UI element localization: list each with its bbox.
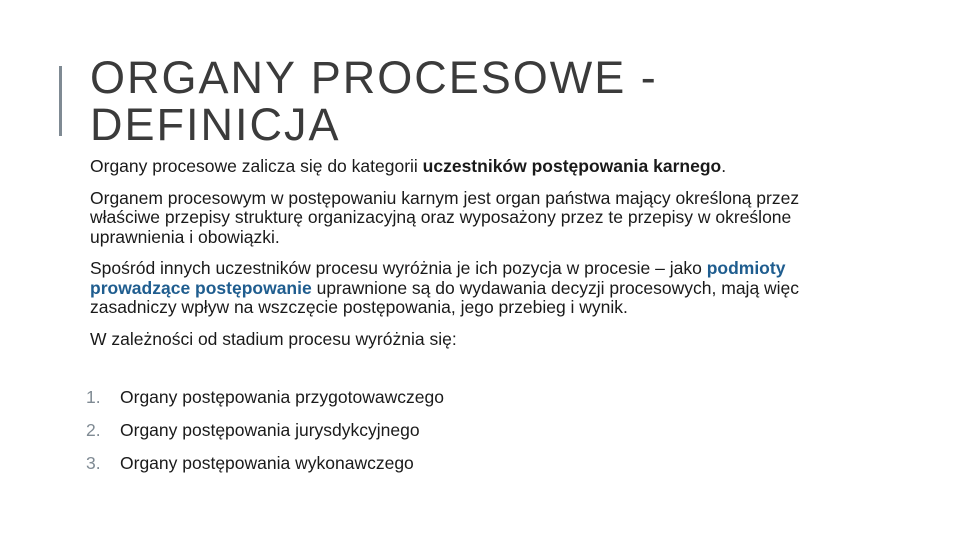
slide-title	[90, 54, 658, 148]
paragraph-position	[90, 259, 850, 318]
slide-title-line-2: DEFINICJA	[90, 99, 341, 150]
list-item-number: 2.	[86, 420, 101, 440]
title-accent-bar	[59, 66, 62, 136]
list-item	[86, 453, 444, 486]
list-item	[86, 387, 444, 420]
slide-title-line-1: ORGANY PROCESOWE -	[90, 52, 658, 103]
paragraph-3-text: Spośród innych uczestników procesu wyróżnia je ich pozycja w procesie – jako	[90, 258, 707, 278]
stages-list	[86, 387, 444, 486]
list-item-text: Organy postępowania przygotowawczego	[120, 387, 444, 407]
paragraph-1-end: .	[721, 156, 727, 176]
slide-body	[90, 157, 850, 361]
paragraph-definition-intro	[90, 157, 850, 177]
paragraph-1-bold: uczestników postępowania karnego	[422, 156, 722, 176]
paragraph-3-highlight: podmioty prowadzące postępowanie	[90, 258, 786, 298]
paragraph-3-end: uprawnione są do wydawania decyzji procesowych, mają więc zasadniczy wpływ na wszczęcie postępowania, jego przebieg i wynik.	[90, 277, 800, 317]
list-item-text: Organy postępowania jurysdykcyjnego	[120, 420, 420, 440]
list-item-number: 1.	[86, 387, 101, 407]
list-item-number: 3.	[86, 453, 101, 473]
paragraph-stages-intro: W zależności od stadium procesu wyróżnia się:	[90, 328, 457, 349]
paragraph-definition: Organem procesowym w postępowaniu karnym jest organ państwa mający określoną przez właściwe przepisy strukturę organizacyjną oraz wyposażony przez te przepisy w określone uprawnienia i obowiązki.	[90, 187, 800, 247]
paragraph-1-text: Organy procesowe zalicza się do kategorii	[90, 156, 423, 176]
list-item-text: Organy postępowania wykonawczego	[120, 453, 414, 473]
list-item	[86, 420, 444, 453]
